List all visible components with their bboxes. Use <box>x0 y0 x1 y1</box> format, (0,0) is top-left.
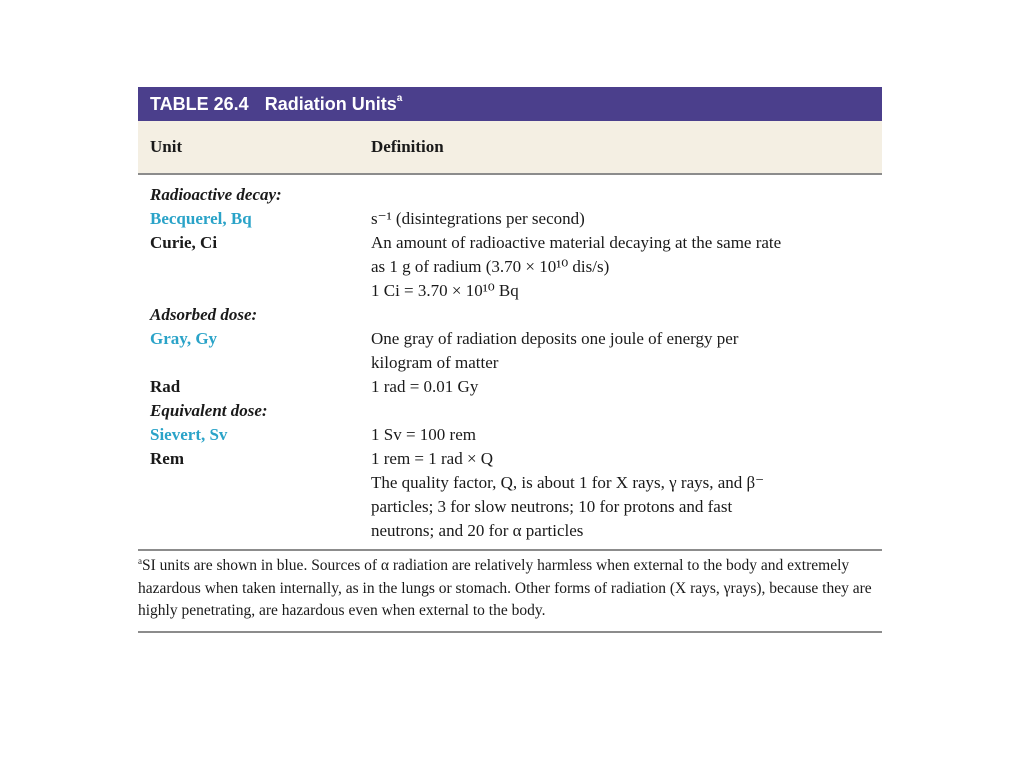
definition-line: 1 rad = 0.01 Gy <box>371 377 479 396</box>
table-row <box>138 231 882 255</box>
definition-line: The quality factor, Q, is about 1 for X rays, γ rays, and β⁻ <box>371 473 765 492</box>
unit-cell-empty <box>138 255 371 279</box>
table-header-row <box>138 121 882 175</box>
table-row <box>138 375 882 399</box>
definition-line: 1 rem = 1 rad × Q <box>371 449 494 468</box>
definition-line: as 1 g of radium (3.70 × 10¹⁰ dis/s) <box>371 257 610 276</box>
footnote-marker: a <box>138 555 142 566</box>
definition-line: An amount of radioactive material decaying at the same rate <box>371 233 782 252</box>
unit-name: Rad <box>150 377 181 396</box>
definition-line: s⁻¹ (disintegrations per second) <box>371 209 585 228</box>
header-definition: Definition <box>371 137 444 156</box>
definition-line: 1 Ci = 3.70 × 10¹⁰ Bq <box>371 281 519 300</box>
unit-cell-empty <box>138 495 371 519</box>
header-unit: Unit <box>150 137 183 156</box>
table-row <box>138 351 882 375</box>
table-title-bar <box>138 87 882 121</box>
category-label: Adsorbed dose: <box>150 305 258 324</box>
category-label: Radioactive decay: <box>150 185 282 204</box>
table-row <box>138 471 882 495</box>
table-title <box>265 94 403 115</box>
table-row <box>138 519 882 543</box>
radiation-units-table <box>138 87 882 633</box>
table-row <box>138 327 882 351</box>
category-row <box>138 399 882 423</box>
table-footnote <box>138 549 882 633</box>
unit-name: Rem <box>150 449 184 468</box>
table-row <box>138 423 882 447</box>
unit-cell-empty <box>138 279 371 303</box>
definition-line: neutrons; and 20 for α particles <box>371 521 584 540</box>
category-row <box>138 303 882 327</box>
table-title-text: Radiation Units <box>264 93 397 114</box>
si-unit-name: Gray, Gy <box>150 329 218 348</box>
table-row <box>138 279 882 303</box>
table-row <box>138 447 882 471</box>
unit-name: Curie, Ci <box>150 233 218 252</box>
footnote-text: SI units are shown in blue. Sources of α radiation are relatively harmless when external to the body and extremely hazardous when taken internally, as in the lungs or stomach. Other forms of radiation (X rays, γrays), because they are highly penetrating, are hazardous even when external to the body. <box>138 557 872 619</box>
table-row <box>138 255 882 279</box>
table-title-footnote-marker: a <box>396 92 403 104</box>
table-row <box>138 495 882 519</box>
definition-line: kilogram of matter <box>371 353 499 372</box>
unit-cell-empty <box>138 519 371 543</box>
si-unit-name: Becquerel, Bq <box>150 209 252 228</box>
si-unit-name: Sievert, Sv <box>150 425 228 444</box>
category-label: Equivalent dose: <box>150 401 268 420</box>
definition-line: One gray of radiation deposits one joule of energy per <box>371 329 739 348</box>
category-row <box>138 183 882 207</box>
table-row <box>138 207 882 231</box>
table-number: TABLE 26.4 <box>150 93 249 114</box>
definition-line: particles; 3 for slow neutrons; 10 for protons and fast <box>371 497 733 516</box>
unit-cell-empty <box>138 351 371 375</box>
table-body <box>138 175 882 543</box>
unit-cell-empty <box>138 471 371 495</box>
definition-line: 1 Sv = 100 rem <box>371 425 476 444</box>
